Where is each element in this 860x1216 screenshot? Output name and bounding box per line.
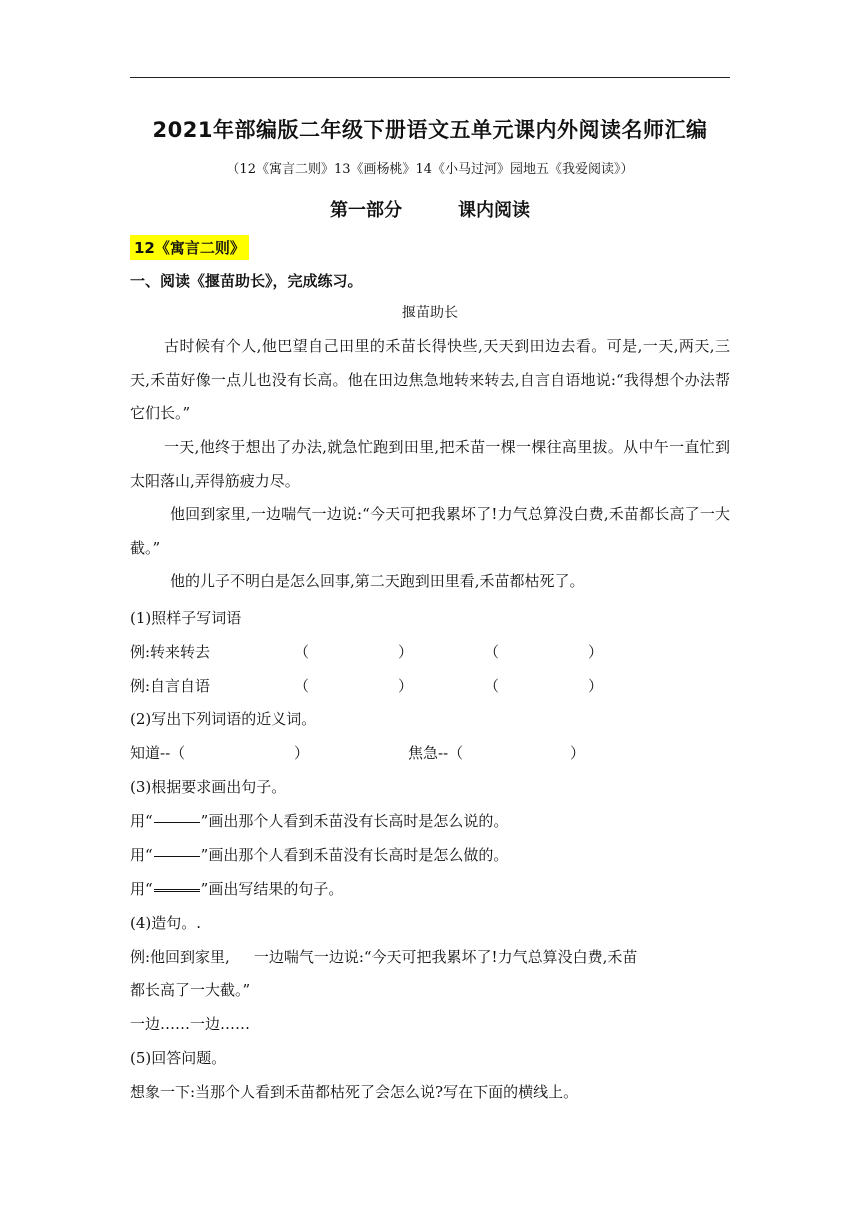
exercise-3-line-3 <box>130 878 343 899</box>
instruction-text: ”画出写结果的句子。 <box>200 880 344 898</box>
answer-close-paren: ） <box>398 643 414 661</box>
example-sentence-part-b: 一边喘气一边说:“今天可把我累坏了!力气总算没白费,禾苗 <box>253 948 638 966</box>
lesson-label: 12《寓言二则》 <box>130 235 249 260</box>
exercise-3-line-2 <box>130 844 508 865</box>
answer-open-paren: （ <box>484 677 500 695</box>
section-name: 课内阅读 <box>458 200 530 221</box>
passage-paragraph: 一天,他终于想出了办法,就急忙跑到田里,把禾苗一棵一棵往高里拔。从中午一直忙到太阳落山,弄得筋疲力尽。 <box>130 438 730 490</box>
exercise-5-prompt: 想象一下:当那个人看到禾苗都枯死了会怎么说?写在下面的横线上。 <box>130 1083 579 1101</box>
exercise-4-title: (4)造句。. <box>130 914 202 932</box>
document-subtitle: （12《寓言二则》13《画杨桃》14《小马过河》园地五《我爱阅读》） <box>226 162 634 177</box>
exercise-3-title: (3)根据要求画出句子。 <box>130 778 287 796</box>
synonym-prompt-right: 焦急--（ <box>408 744 464 762</box>
exercise-1-example-2: 例:自言自语 <box>130 677 211 695</box>
answer-close-paren: ） <box>398 677 414 695</box>
quote-open: 用“ <box>130 846 153 864</box>
quote-open: 用“ <box>130 812 153 830</box>
section-heading <box>0 196 860 222</box>
answer-close-paren: ） <box>570 744 586 762</box>
question-heading: 一、阅读《揠苗助长》，完成练习。 <box>130 272 363 290</box>
sentence-pattern: 一边……一边…… <box>130 1015 251 1033</box>
answer-close-paren: ） <box>294 744 310 762</box>
underline-sample <box>154 821 200 823</box>
section-part: 第一部分 <box>330 200 402 221</box>
exercise-5-title: (5)回答问题。 <box>130 1049 227 1067</box>
passage-paragraph: 古时候有个人,他巴望自己田里的禾苗长得快些,天天到田边去看。可是,一天,两天,三天,禾苗好像一点儿也没有长高。他在田边焦急地转来转去,自言自语地说:“我得想个办法帮它们长。” <box>130 337 730 422</box>
instruction-text: ”画出那个人看到禾苗没有长高时是怎么说的。 <box>200 812 509 830</box>
answer-open-paren: （ <box>294 677 310 695</box>
answer-open-paren: （ <box>294 643 310 661</box>
answer-close-paren: ） <box>588 677 604 695</box>
header-rule <box>130 77 730 78</box>
example-sentence-part-a: 例:他回到家里, <box>130 948 230 966</box>
example-sentence-line-2: 都长高了一大截。” <box>130 981 251 999</box>
exercise-1-example-1: 例:转来转去 <box>130 643 211 661</box>
exercise-2-title: (2)写出下列词语的近义词。 <box>130 710 317 728</box>
exercise-1-title: (1)照样子写词语 <box>130 609 242 627</box>
passage-paragraph: 他的儿子不明白是怎么回事,第二天跑到田里看,禾苗都枯死了。 <box>170 572 585 590</box>
instruction-text: ”画出那个人看到禾苗没有长高时是怎么做的。 <box>200 846 509 864</box>
document-title: 2021年部编版二年级下册语文五单元课内外阅读名师汇编 <box>152 118 708 142</box>
passage-paragraph: 他回到家里,一边喘气一边说:“今天可把我累坏了!力气总算没白费,禾苗都长高了一大截。” <box>130 505 730 557</box>
double-underline-sample <box>154 888 200 892</box>
passage-title: 揠苗助长 <box>402 305 458 321</box>
answer-close-paren: ） <box>588 643 604 661</box>
exercise-3-line-1 <box>130 810 508 831</box>
example-sentence-line-1 <box>130 946 637 967</box>
underline-sample <box>154 855 200 857</box>
synonym-prompt-left: 知道--（ <box>130 744 186 762</box>
quote-open: 用“ <box>130 880 153 898</box>
answer-open-paren: （ <box>484 643 500 661</box>
